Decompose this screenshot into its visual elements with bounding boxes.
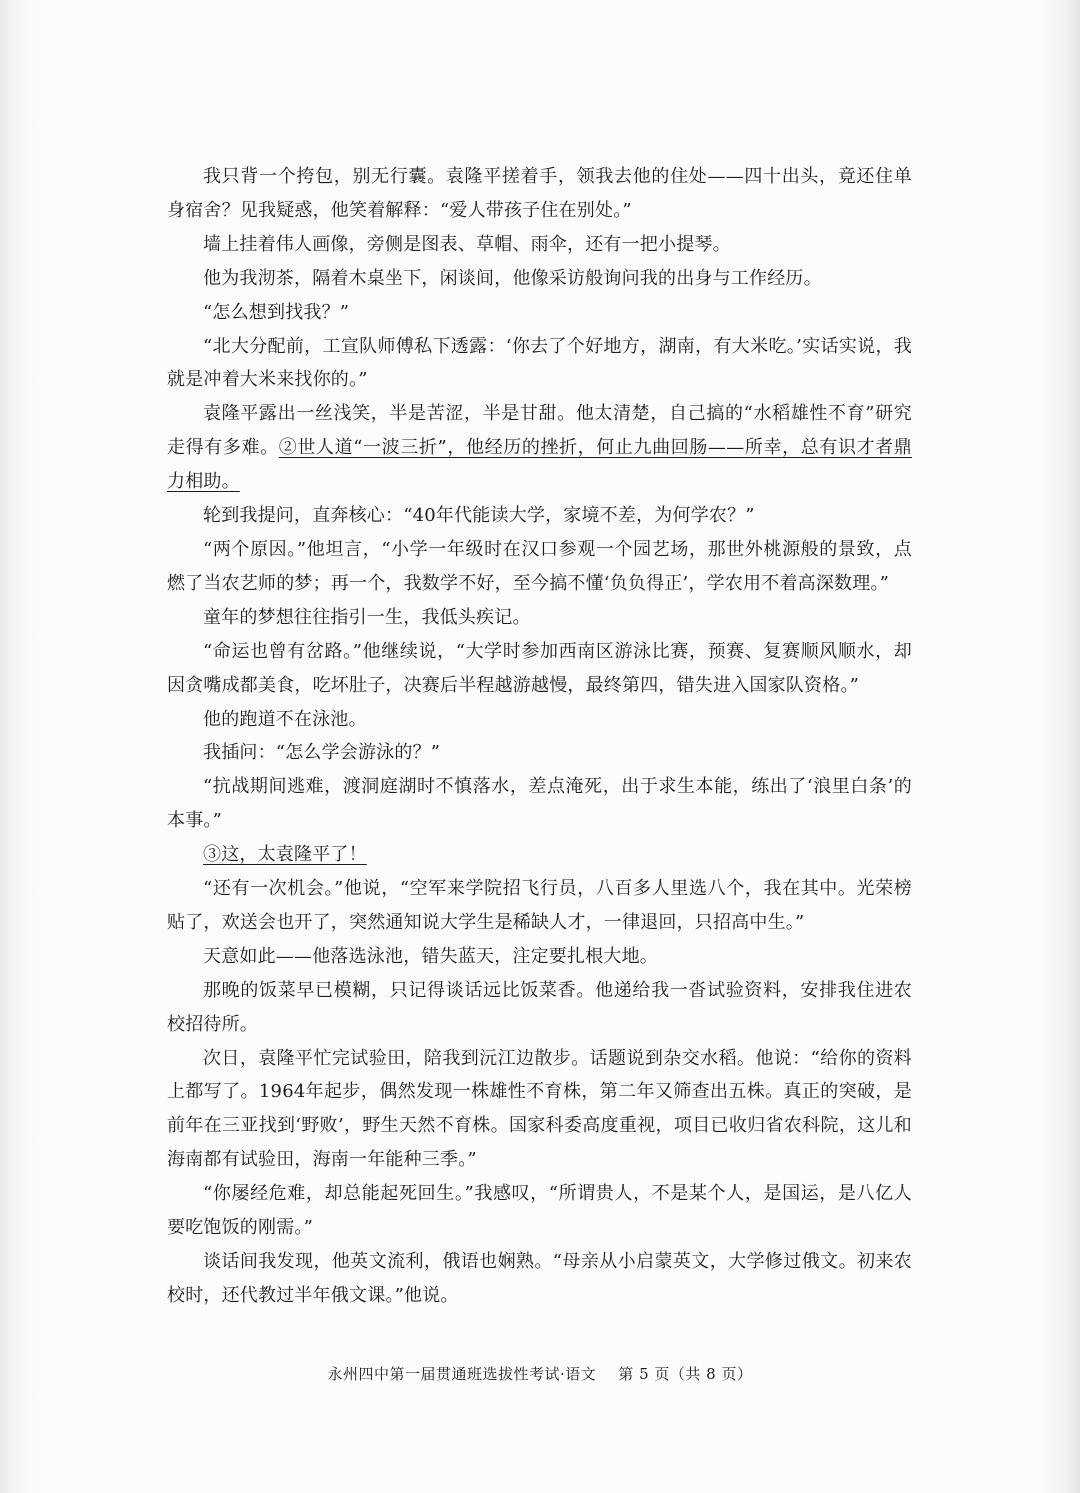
paragraph <box>167 872 912 940</box>
paragraph <box>167 262 912 296</box>
paragraph <box>167 397 912 499</box>
article-body <box>167 160 912 1313</box>
page-number: 第 5 页（共 8 页） <box>618 1365 753 1383</box>
paragraph <box>167 1245 912 1313</box>
paragraph <box>167 703 912 737</box>
paragraph <box>167 635 912 703</box>
paragraph-text: 那晚的饭菜早已模糊，只记得谈话远比饭菜香。他递给我一沓试验资料，安排我住进农校招待所。 <box>167 979 912 1035</box>
paragraph <box>167 330 912 398</box>
paragraph <box>167 974 912 1042</box>
paragraph <box>167 601 912 635</box>
paragraph-text: 谈话间我发现，他英文流利，俄语也娴熟。“母亲从小启蒙英文，大学修过俄文。初来农校时，还代教过半年俄文课。”他说。 <box>167 1251 912 1306</box>
paragraph <box>167 160 912 228</box>
paragraph <box>167 533 912 601</box>
paragraph <box>167 940 912 974</box>
paragraph <box>167 228 912 262</box>
paragraph-text: “抗战期间逃难，渡洞庭湖时不慎落水，差点淹死，出于求生本能，练出了‘浪里白条’的本事。” <box>167 776 912 832</box>
paragraph <box>167 1042 912 1178</box>
paragraph-text: 墙上挂着伟人画像，旁侧是图表、草帽、雨伞，还有一把小提琴。 <box>203 233 731 255</box>
paragraph <box>167 736 912 770</box>
paragraph-text: 童年的梦想往往指引一生，我低头疾记。 <box>203 606 531 628</box>
exam-title: 永州四中第一届贯通班选拔性考试·语文 <box>327 1365 597 1383</box>
paragraph-text: 天意如此——他落选泳池，错失蓝天，注定要扎根大地。 <box>203 945 658 967</box>
paragraph-text: “命运也曾有岔路。”他继续说，“大学时参加西南区游泳比赛，预赛、复赛顺风顺水，却因贪嘴成都美食，吃坏肚子，决赛后半程越游越慢，最终第四，错失进入国家队资格。” <box>167 640 912 696</box>
paragraph-text: “两个原因。”他坦言，“小学一年级时在汉口参观一个园艺场，那世外桃源般的景致，点燃了当农艺师的梦；再一个，我数学不好，至今搞不懂‘负负得正’，学农用不着高深数理。” <box>167 538 912 594</box>
paragraph-text: 我只背一个挎包，别无行囊。袁隆平搓着手，领我去他的住处——四十出头，竟还住单身宿舍？见我疑惑，他笑着解释：“爱人带孩子住在别处。” <box>167 166 912 221</box>
paragraph <box>167 296 912 330</box>
paragraph-text: 次日，袁隆平忙完试验田，陪我到沅江边散步。话题说到杂交水稻。他说：“给你的资料上都写了。1964年起步，偶然发现一株雄性不育株，第二年又筛查出五株。真正的突破，是前年在三亚找到‘野败’，野生天然不育株。国家科委高度重视，项目已收归省农科院，这儿和海南都有试验田，海南一年能种三季。” <box>167 1047 912 1171</box>
paragraph-text: “北大分配前，工宣队师傅私下透露：‘你去了个好地方，湖南，有大米吃。’实话实说，我就是冲着大米来找你的。” <box>167 335 912 391</box>
paragraph <box>167 838 912 872</box>
paragraph <box>167 770 912 838</box>
paragraph-text: “怎么想到找我？” <box>203 301 350 323</box>
paragraph <box>167 1177 912 1245</box>
paragraph-text: “还有一次机会。”他说，“空军来学院招飞行员，八百多人里选八个，我在其中。光荣榜贴了，欢送会也开了，突然通知说大学生是稀缺人才，一律退回，只招高中生。” <box>167 878 912 933</box>
paragraph-text: 袁隆平露出一丝浅笑，半是苦涩，半是甘甜。他太清楚，自己搞的“水稻雄性不育”研究走得有多难。 <box>167 403 912 459</box>
underlined-sentence-2: ②世人道“一波三折”，他经历的挫折，何止九曲回肠——所幸，总有识才者鼎力相助。 <box>167 437 913 493</box>
paragraph-text: 轮到我提问，直奔核心：“40年代能读大学，家境不差，为何学农？” <box>203 505 755 527</box>
underlined-sentence-3: ③这，太袁隆平了！ <box>203 844 367 866</box>
paragraph-text: 他为我沏茶，隔着木桌坐下，闲谈间，他像采访般询问我的出身与工作经历。 <box>203 267 822 289</box>
paragraph <box>167 499 912 533</box>
paragraph-text: “你屡经危难，却总能起死回生。”我感叹，“所谓贵人，不是某个人，是国运，是八亿人要吃饱饭的刚需。” <box>167 1183 912 1239</box>
paragraph-text: 他的跑道不在泳池。 <box>203 708 367 730</box>
paragraph-text: 我插问：“怎么学会游泳的？” <box>203 742 441 764</box>
page-footer <box>0 1363 1080 1384</box>
